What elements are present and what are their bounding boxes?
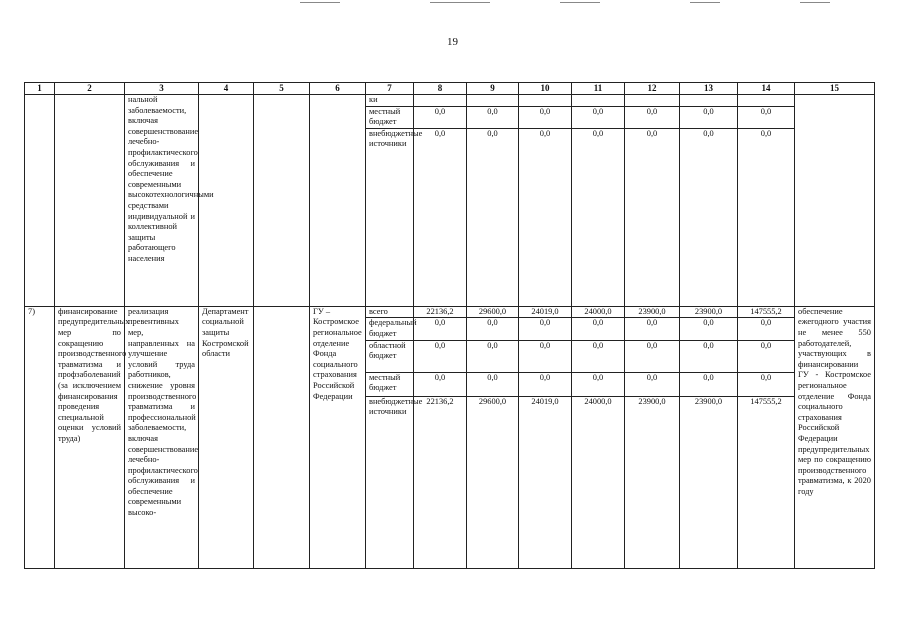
source-cell: местный бюджет — [366, 372, 414, 396]
value-cell: 0,0 — [738, 372, 795, 396]
value-cell: 0,0 — [680, 372, 738, 396]
value-cell: 0,0 — [467, 340, 519, 372]
col-header: 14 — [738, 83, 795, 95]
value-cell: 24019,0 — [519, 396, 572, 568]
value-cell: 0,0 — [519, 128, 572, 306]
source-cell: местный бюджет — [366, 106, 414, 128]
value-cell: 0,0 — [738, 128, 795, 306]
value-cell: 0,0 — [414, 128, 467, 306]
item-col5 — [254, 306, 310, 568]
value-cell: 0,0 — [467, 128, 519, 306]
col-header: 10 — [519, 83, 572, 95]
col-header: 6 — [310, 83, 366, 95]
source-cell: всего — [366, 306, 414, 318]
item-participant: ГУ – Костромское региональное отделение Фонда социального страхования Российской Федерации — [310, 306, 366, 568]
value-cell: 147555,2 — [738, 306, 795, 318]
value-cell: 22136,2 — [414, 396, 467, 568]
value-cell: 29600,0 — [467, 306, 519, 318]
value-cell: 0,0 — [414, 318, 467, 340]
value-cell — [738, 95, 795, 107]
value-cell: 0,0 — [572, 340, 625, 372]
value-cell — [625, 95, 680, 107]
value-cell: 0,0 — [519, 372, 572, 396]
cont-content-cell: нальной заболеваемости, включая совершенствование лечебно-профилактического обслуживания и обеспечение современными высокотехнологичными средствами индивидуальной и коллективной защиты работающего населения — [125, 95, 199, 307]
value-cell: 147555,2 — [738, 396, 795, 568]
col-header: 9 — [467, 83, 519, 95]
value-cell: 0,0 — [625, 128, 680, 306]
value-cell: 0,0 — [680, 318, 738, 340]
value-cell: 0,0 — [519, 318, 572, 340]
item-name: финансирование предупредительных мер по сокращению производственного травматизма и профзаболеваний (за исключением финансирования проведения специальной оценки условий труда) — [55, 306, 125, 568]
value-cell: 0,0 — [572, 128, 625, 306]
value-cell — [519, 95, 572, 107]
value-cell: 0,0 — [680, 128, 738, 306]
item-result: обеспечение ежегодного участия не менее 550 работодателей, участвующих в финансировании ГУ - Костромское региональное отделение Фонда социального страхования Российской Федерации предупредительных мер по сокращению производственного травматизма, к 2020 году — [795, 306, 875, 568]
value-cell: 24000,0 — [572, 396, 625, 568]
col-header: 13 — [680, 83, 738, 95]
value-cell: 24019,0 — [519, 306, 572, 318]
col-header: 3 — [125, 83, 199, 95]
value-cell — [467, 95, 519, 107]
header-row — [25, 83, 875, 95]
value-cell: 0,0 — [625, 372, 680, 396]
value-cell: 0,0 — [738, 106, 795, 128]
value-cell: 0,0 — [519, 106, 572, 128]
value-cell: 29600,0 — [467, 396, 519, 568]
value-cell: 23900,0 — [680, 396, 738, 568]
value-cell: 23900,0 — [625, 396, 680, 568]
value-cell: 0,0 — [680, 106, 738, 128]
value-cell — [414, 95, 467, 107]
col-header: 7 — [366, 83, 414, 95]
value-cell — [680, 95, 738, 107]
item-number: 7) — [25, 306, 55, 568]
value-cell: 0,0 — [572, 318, 625, 340]
col-header: 15 — [795, 83, 875, 95]
value-cell: 0,0 — [738, 318, 795, 340]
col-header: 12 — [625, 83, 680, 95]
value-cell: 0,0 — [467, 372, 519, 396]
value-cell: 0,0 — [572, 106, 625, 128]
value-cell: 0,0 — [519, 340, 572, 372]
item-content: реализация превентивных мер, направленных на улучшение условий труда работников, снижение уровня производственного травматизма и профессиональной заболеваемости, включая совершенствование лечебно-профилактического обслуживания и обеспечение современными высоко- — [125, 306, 199, 568]
value-cell: 0,0 — [625, 106, 680, 128]
value-cell: 0,0 — [625, 318, 680, 340]
value-cell: 0,0 — [680, 340, 738, 372]
source-cell: внебюджетные источники — [366, 396, 414, 568]
page-number: 19 — [447, 36, 458, 48]
col-header: 1 — [25, 83, 55, 95]
value-cell: 0,0 — [625, 340, 680, 372]
value-cell: 0,0 — [414, 372, 467, 396]
value-cell: 0,0 — [414, 106, 467, 128]
col-header: 4 — [199, 83, 254, 95]
value-cell: 0,0 — [414, 340, 467, 372]
col-header: 2 — [55, 83, 125, 95]
value-cell: 23900,0 — [625, 306, 680, 318]
value-cell: 0,0 — [738, 340, 795, 372]
value-cell: 0,0 — [467, 106, 519, 128]
source-cell: областной бюджет — [366, 340, 414, 372]
source-cell: федеральный бюджет — [366, 318, 414, 340]
item-executor: Департамент социальной защиты Костромской области — [199, 306, 254, 568]
program-table — [24, 82, 875, 569]
table-row — [25, 306, 875, 318]
source-cell: ки — [366, 95, 414, 107]
col-header: 8 — [414, 83, 467, 95]
value-cell: 0,0 — [467, 318, 519, 340]
value-cell: 0,0 — [572, 372, 625, 396]
value-cell: 23900,0 — [680, 306, 738, 318]
col-header: 11 — [572, 83, 625, 95]
value-cell: 24000,0 — [572, 306, 625, 318]
source-cell: внебюджетные источники — [366, 128, 414, 306]
value-cell: 22136,2 — [414, 306, 467, 318]
table-row — [25, 95, 875, 107]
col-header: 5 — [254, 83, 310, 95]
value-cell — [572, 95, 625, 107]
